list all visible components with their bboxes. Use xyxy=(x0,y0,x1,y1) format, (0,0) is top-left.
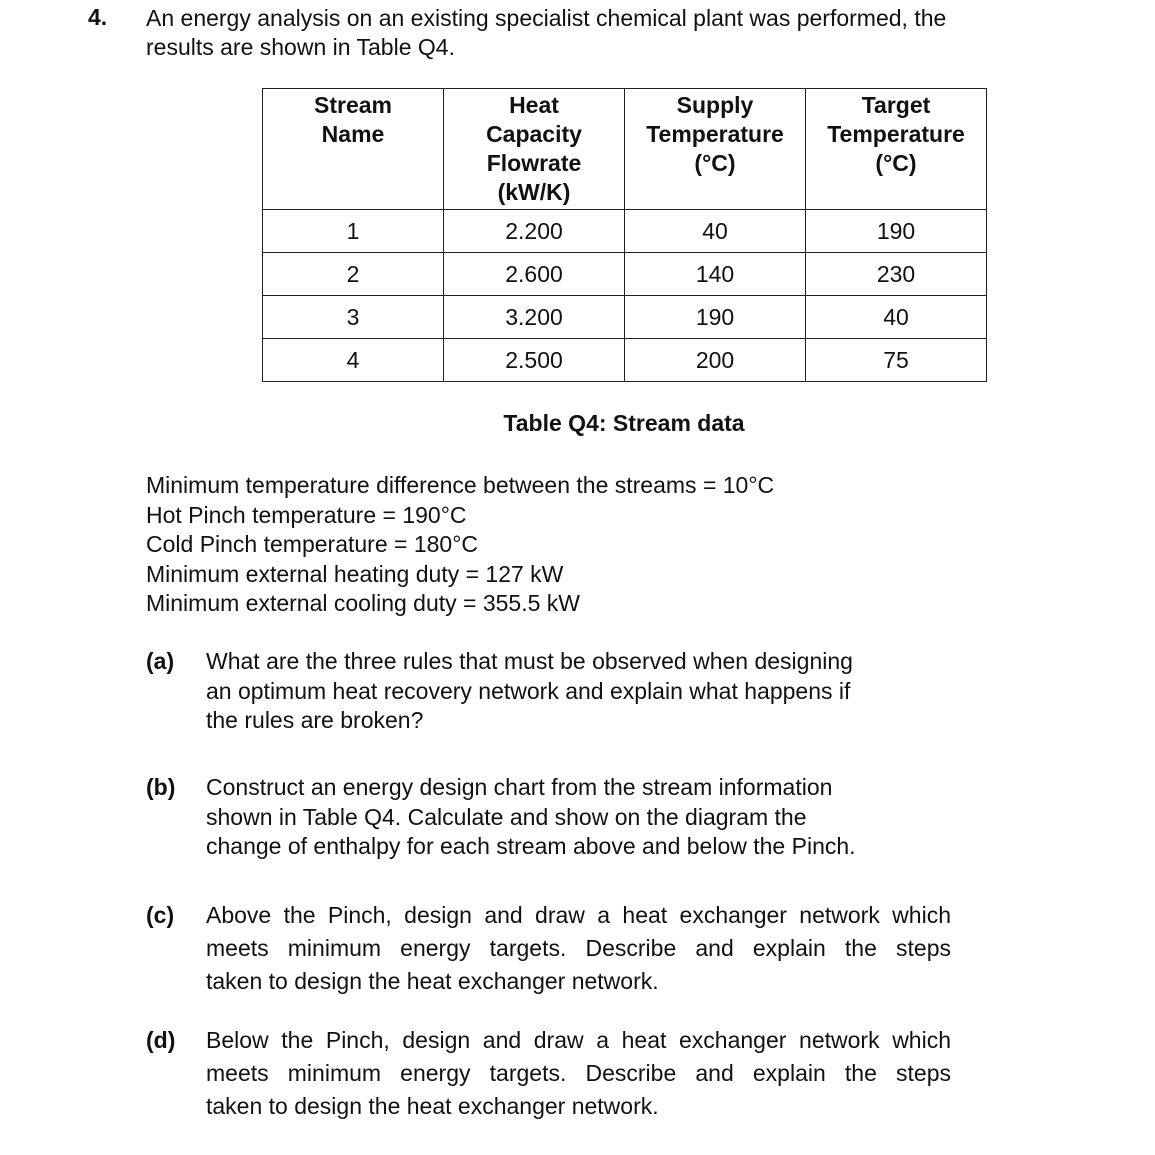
intro-line: results are shown in Table Q4. xyxy=(146,34,455,60)
cell-heat-capacity: 3.200 xyxy=(444,296,625,339)
header-line: Flowrate xyxy=(486,150,582,176)
stream-data-table xyxy=(262,88,987,382)
header-line: Temperature xyxy=(646,121,784,147)
part-line: the rules are broken? xyxy=(206,707,424,733)
part-line: Above the Pinch, design and draw a heat exchanger network which xyxy=(206,902,951,928)
header-target-temperature xyxy=(806,89,987,210)
part-line: Construct an energy design chart from the stream information xyxy=(206,774,833,800)
cell-target-temp: 40 xyxy=(806,296,987,339)
question-number: 4. xyxy=(88,4,108,30)
part-label: (d) xyxy=(146,1027,176,1053)
table-row xyxy=(263,296,987,339)
part-line: change of enthalpy for each stream above and below the Pinch. xyxy=(206,833,856,859)
given-line: Minimum temperature difference between the streams = 10°C xyxy=(146,472,775,498)
part-line: meets minimum energy targets. Describe and explain the steps xyxy=(206,935,951,961)
header-supply-temperature xyxy=(625,89,806,210)
part-line: What are the three rules that must be observed when designing xyxy=(206,648,853,674)
given-data xyxy=(146,471,774,619)
cell-heat-capacity: 2.200 xyxy=(444,210,625,253)
given-line: Hot Pinch temperature = 190°C xyxy=(146,501,467,528)
header-line: Name xyxy=(321,121,385,147)
part-line: taken to design the heat exchanger network. xyxy=(206,1093,659,1119)
cell-supply-temp: 140 xyxy=(625,253,806,296)
part-text xyxy=(206,647,853,736)
cell-target-temp: 75 xyxy=(806,339,987,382)
given-line: Minimum external cooling duty = 355.5 kW xyxy=(146,590,581,616)
header-line: Temperature xyxy=(827,121,965,147)
part-text xyxy=(206,773,856,862)
part-label: (a) xyxy=(146,648,175,674)
part-label: (c) xyxy=(146,902,175,928)
header-line: Capacity xyxy=(486,121,582,147)
cell-stream-name: 1 xyxy=(263,210,444,253)
header-line: (°C) xyxy=(875,150,917,176)
cell-target-temp: 230 xyxy=(806,253,987,296)
header-line: Target xyxy=(861,92,931,118)
header-line: Heat xyxy=(509,92,559,118)
part-line: meets minimum energy targets. Describe and explain the steps xyxy=(206,1060,951,1086)
header-heat-capacity-flowrate xyxy=(444,89,625,210)
cell-heat-capacity: 2.600 xyxy=(444,253,625,296)
cell-heat-capacity: 2.500 xyxy=(444,339,625,382)
table-row xyxy=(263,210,987,253)
cell-supply-temp: 40 xyxy=(625,210,806,253)
part-text xyxy=(206,899,951,998)
intro-line: An energy analysis on an existing specialist chemical plant was performed, the xyxy=(146,5,947,31)
header-line: Stream xyxy=(314,92,392,118)
part-line: Below the Pinch, design and draw a heat exchanger network which xyxy=(206,1027,951,1053)
part-text xyxy=(206,1024,951,1123)
part-label: (b) xyxy=(146,774,176,800)
question-intro xyxy=(146,4,1106,62)
part-line: taken to design the heat exchanger network. xyxy=(206,968,659,994)
cell-supply-temp: 190 xyxy=(625,296,806,339)
cell-supply-temp: 200 xyxy=(625,339,806,382)
cell-target-temp: 190 xyxy=(806,210,987,253)
header-line: Supply xyxy=(676,92,754,118)
header-line: (°C) xyxy=(694,150,736,176)
part-line: an optimum heat recovery network and explain what happens if xyxy=(206,677,851,704)
cell-stream-name: 2 xyxy=(263,253,444,296)
table-header-row xyxy=(263,89,987,210)
part-line: shown in Table Q4. Calculate and show on the diagram the xyxy=(206,803,807,830)
cell-stream-name: 4 xyxy=(263,339,444,382)
header-stream-name xyxy=(263,89,444,210)
table-row xyxy=(263,253,987,296)
table-row xyxy=(263,339,987,382)
header-line: (kW/K) xyxy=(497,179,571,205)
cell-stream-name: 3 xyxy=(263,296,444,339)
given-line: Minimum external heating duty = 127 kW xyxy=(146,560,564,587)
given-line: Cold Pinch temperature = 180°C xyxy=(146,531,479,557)
table-caption: Table Q4: Stream data xyxy=(503,410,745,436)
